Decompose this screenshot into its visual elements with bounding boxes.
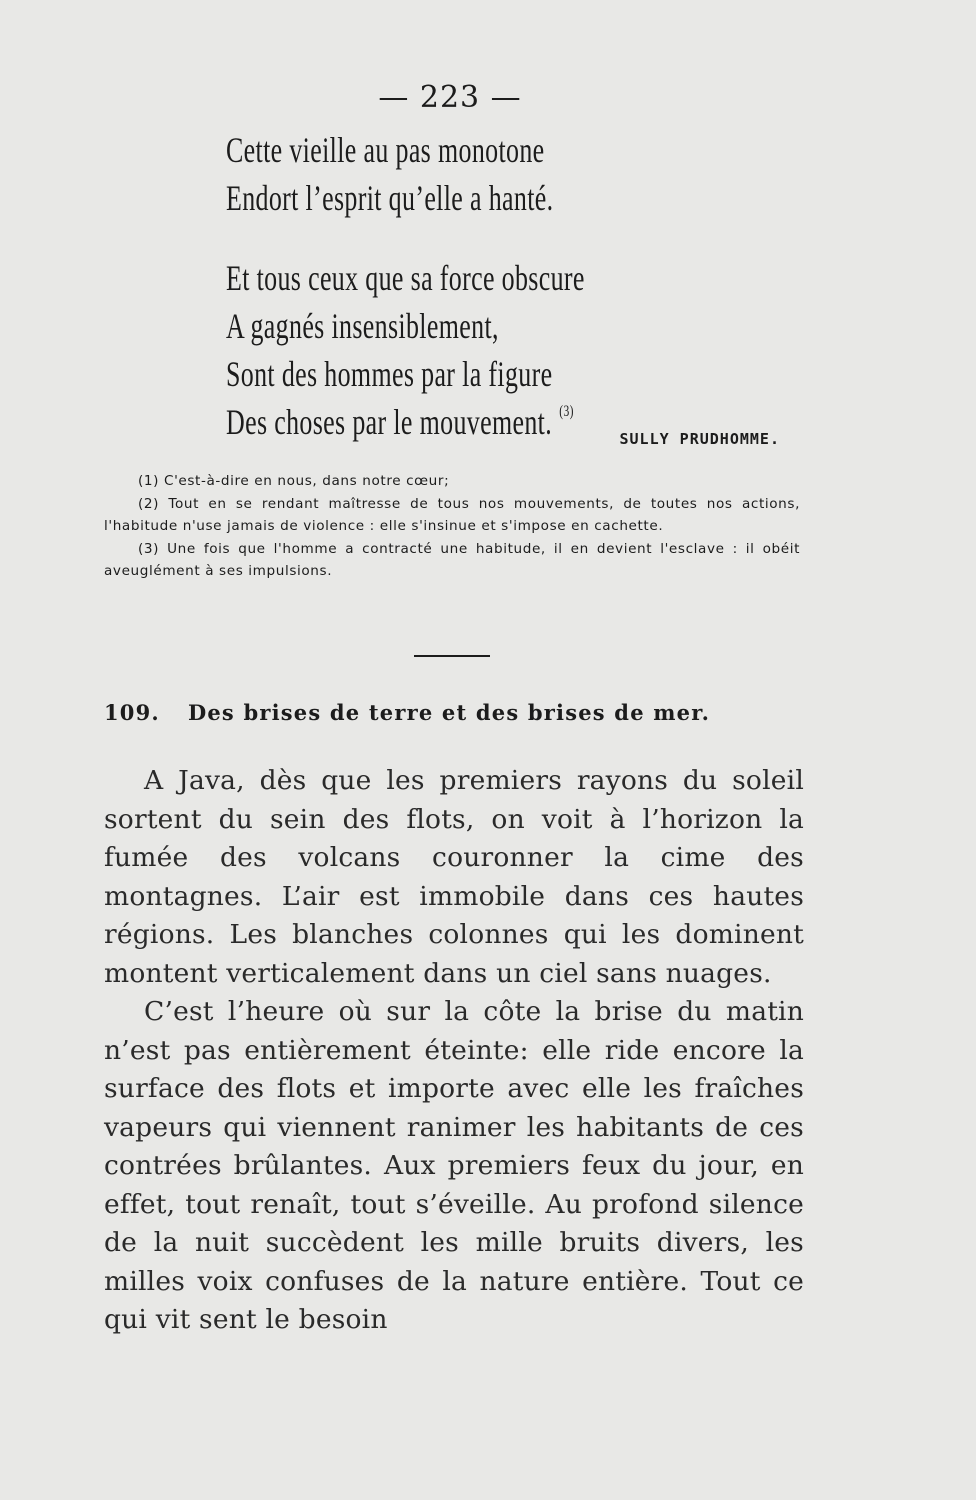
section-number: 109. bbox=[104, 700, 160, 725]
poem-author: SULLY PRUDHOMME. bbox=[619, 430, 780, 448]
page-number: — 223 — bbox=[378, 80, 522, 115]
body-text bbox=[104, 762, 804, 1340]
poem-line: Endort l’esprit qu’elle a hanté. bbox=[226, 178, 554, 218]
poem-stanza-2 bbox=[226, 260, 585, 452]
footnote-reference: (3) bbox=[559, 403, 574, 420]
footnotes bbox=[104, 470, 800, 583]
paragraph: C’est l’heure où sur la côte la brise du matin n’est pas entièrement éteinte: elle ride encore la surface des flots et importe avec elle les fraîches vapeurs qui viennent ranimer les habitants de ces contrées brûlantes. Aux premiers feux du jour, en effet, tout renaît, tout s’éveille. Au profond silence de la nuit succèdent les mille bruits divers, les milles voix confuses de la nature entière. Tout ce qui vit sent le besoin bbox=[104, 996, 804, 1335]
footnote: (3) Une fois que l'homme a contracté une habitude, il en devient l'esclave : il obéit aveuglément à ses impulsions. bbox=[104, 540, 800, 579]
poem-line: Sont des hommes par la figure bbox=[226, 354, 553, 394]
section-title: Des brises de terre et des brises de mer. bbox=[187, 700, 711, 725]
poem-line: Et tous ceux que sa force obscure bbox=[226, 258, 585, 298]
stanza-gap bbox=[226, 228, 585, 260]
poem-line: A gagnés insensiblement, bbox=[226, 306, 499, 346]
poem-line-last bbox=[226, 404, 585, 452]
poem-stanza-1 bbox=[226, 132, 585, 228]
paragraph: A Java, dès que les premiers rayons du soleil sortent du sein des flots, on voit à l’horizon la fumée des volcans couronner la cime des montagnes. L’air est immobile dans ces hautes régions. Les blanches colonnes qui les dominent montent verticalement dans un ciel sans nuages. bbox=[104, 765, 804, 989]
poem-line: Cette vieille au pas monotone bbox=[226, 130, 545, 170]
footnote: (1) C'est-à-dire en nous, dans notre cœur; bbox=[138, 473, 450, 489]
poem-line-text: Des choses par le mouvement. bbox=[226, 402, 553, 442]
footnote: (2) Tout en se rendant maîtresse de tous nos mouvements, de toutes nos actions, l'habitude n'use jamais de violence : elle s'insinue et s'impose en cachette. bbox=[104, 495, 800, 534]
section-heading bbox=[104, 700, 804, 725]
poem bbox=[226, 132, 585, 452]
section-divider bbox=[414, 655, 490, 657]
